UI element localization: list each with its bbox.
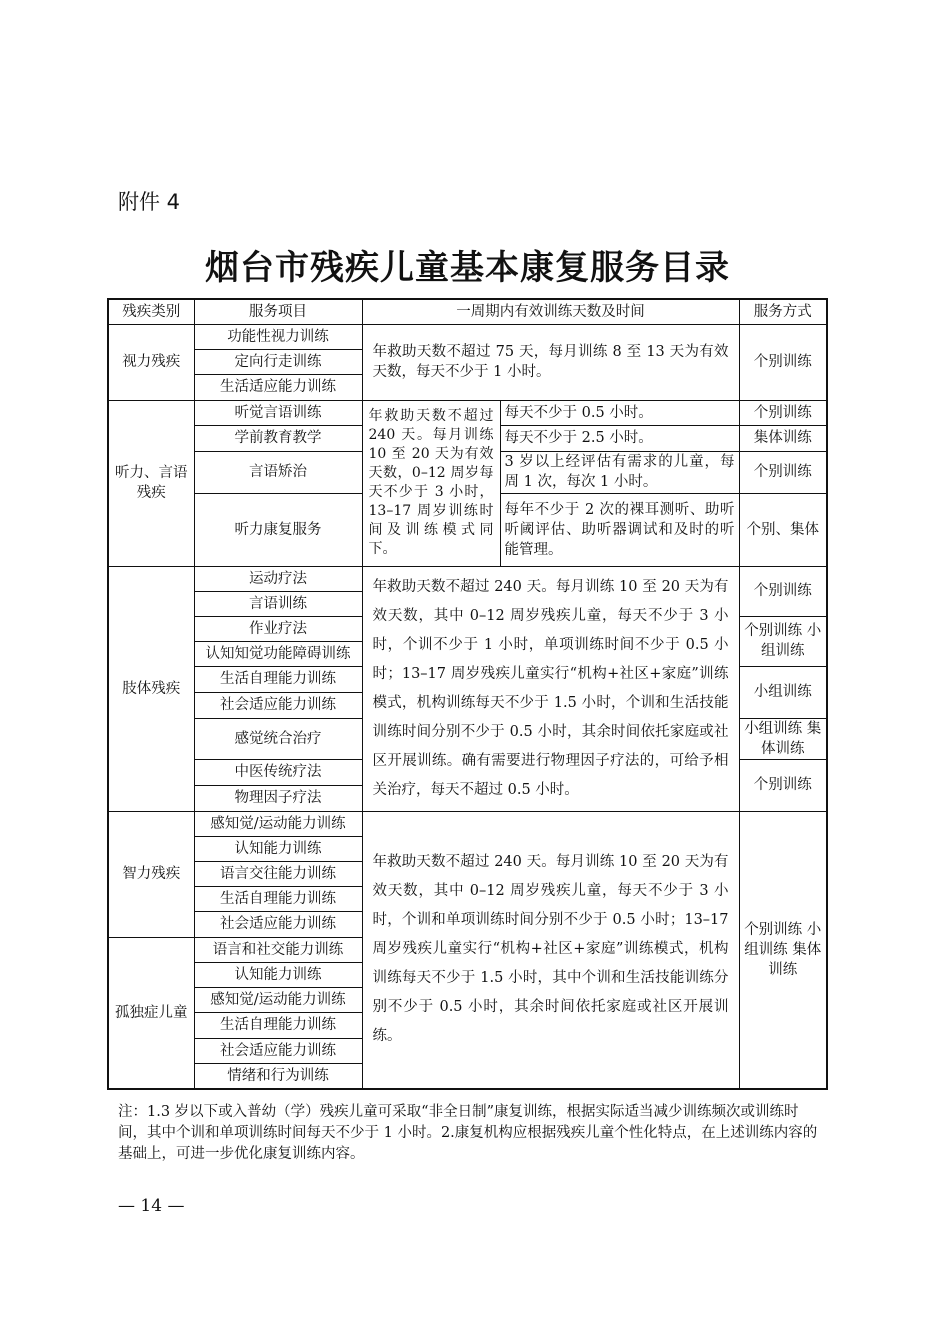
mode-hearing: 集体训练 xyxy=(739,425,827,451)
table-header-row xyxy=(108,299,827,324)
time-hearing: 每天不少于 0.5 小时。 xyxy=(500,400,739,425)
service-item: 听觉言语训练 xyxy=(194,400,362,425)
service-item: 生活适应能力训练 xyxy=(194,374,362,400)
time-hearing-shared: 年救助天数不超过 240 天。每月训练 10 至 20 天为有效天数，0–12 周岁每天不少于 3 小时，13–17 周岁训练时间及训练模式同下。 xyxy=(362,400,500,566)
mode-limb: 个别训练 xyxy=(739,566,827,616)
category-vision: 视力残疾 xyxy=(108,324,194,400)
page-title: 烟台市残疾儿童基本康复服务目录 xyxy=(205,248,730,288)
service-item: 生活自理能力训练 xyxy=(194,666,362,692)
service-item: 认知能力训练 xyxy=(194,962,362,987)
category-autism: 孤独症儿童 xyxy=(108,937,194,1089)
service-item: 感觉统合治疗 xyxy=(194,718,362,759)
service-item: 物理因子疗法 xyxy=(194,785,362,811)
mode-limb: 个别训练 xyxy=(739,759,827,811)
mode-vision: 个别训练 xyxy=(739,324,827,400)
time-intellectual-autism: 年救助天数不超过 240 天。每月训练 10 至 20 天为有效天数，其中 0–12 周岁残疾儿童，每天不少于 3 小时，个训和单项训练时间分别不少于 0.5 小时；13–17 周岁残疾儿童实行“机构+社区+家庭”训练模式，机构训练每天不少于 1.5 小时，其中个训和生活技能训练分别不少于 0.5 小时，其余时间依托家庭或社区开展训练。 xyxy=(362,811,739,1089)
attachment-label: 附件 4 xyxy=(118,190,181,214)
service-item: 生活自理能力训练 xyxy=(194,1012,362,1038)
service-item: 定向行走训练 xyxy=(194,349,362,374)
mode-limb: 小组训练 集体训练 xyxy=(739,718,827,759)
service-item: 听力康复服务 xyxy=(194,493,362,566)
time-hearing: 3 岁以上经评估有需求的儿童，每周 1 次，每次 1 小时。 xyxy=(500,451,739,493)
service-item: 语言和社交能力训练 xyxy=(194,937,362,962)
service-item: 社会适应能力训练 xyxy=(194,692,362,718)
time-hearing: 每天不少于 2.5 小时。 xyxy=(500,425,739,451)
service-item: 社会适应能力训练 xyxy=(194,1038,362,1063)
service-item: 言语矫治 xyxy=(194,451,362,493)
service-item: 言语训练 xyxy=(194,591,362,616)
service-item: 认知知觉功能障碍训练 xyxy=(194,641,362,666)
service-item: 中医传统疗法 xyxy=(194,759,362,785)
service-item: 感知觉/运动能力训练 xyxy=(194,987,362,1012)
header-item: 服务项目 xyxy=(194,299,362,324)
service-item: 作业疗法 xyxy=(194,616,362,641)
category-hearing: 听力、言语残疾 xyxy=(108,400,194,566)
page-number: — 14 — xyxy=(118,1196,185,1216)
category-limb: 肢体残疾 xyxy=(108,566,194,811)
category-intellectual: 智力残疾 xyxy=(108,811,194,937)
mode-hearing: 个别、集体 xyxy=(739,493,827,566)
service-item: 学前教育教学 xyxy=(194,425,362,451)
header-time: 一周期内有效训练天数及时间 xyxy=(362,299,739,324)
time-hearing: 每年不少于 2 次的裸耳测听、助听听阈评估、助听器调试和及时的听能管理。 xyxy=(500,493,739,566)
service-item: 生活自理能力训练 xyxy=(194,886,362,911)
mode-hearing: 个别训练 xyxy=(739,451,827,493)
time-limb: 年救助天数不超过 240 天。每月训练 10 至 20 天为有效天数，其中 0–12 周岁残疾儿童，每天不少于 3 小时，个训不少于 1 小时，单项训练时间不少于 0.5 小时；13–17 周岁残疾儿童实行“机构+社区+家庭”训练模式，机构训练每天不少于 1.5 小时，个训和生活技能训练时间分别不少于 0.5 小时，其余时间依托家庭或社区开展训练。确有需要进行物理因子疗法的，可给予相关治疗，每天不超过 0.5 小时。 xyxy=(362,566,739,811)
mode-intellectual-autism: 个别训练 小组训练 集体训练 xyxy=(739,811,827,1089)
time-vision: 年救助天数不超过 75 天，每月训练 8 至 13 天为有效天数，每天不少于 1 小时。 xyxy=(362,324,739,400)
service-catalog-table xyxy=(107,298,828,1090)
service-item: 语言交往能力训练 xyxy=(194,861,362,886)
mode-hearing: 个别训练 xyxy=(739,400,827,425)
service-item: 认知能力训练 xyxy=(194,836,362,861)
service-item: 运动疗法 xyxy=(194,566,362,591)
table-note: 注：1.3 岁以下或入普幼（学）残疾儿童可采取“非全日制”康复训练，根据实际适当减少训练频次或训练时间，其中个训和单项训练时间每天不少于 1 小时。2.康复机构应根据残疾儿童个性化特点，在上述训练内容的基础上，可进一步优化康复训练内容。 xyxy=(118,1104,818,1162)
mode-limb: 小组训练 xyxy=(739,666,827,718)
mode-limb: 个别训练 小组训练 xyxy=(739,616,827,666)
header-category: 残疾类别 xyxy=(108,299,194,324)
service-item: 社会适应能力训练 xyxy=(194,911,362,937)
header-mode: 服务方式 xyxy=(739,299,827,324)
service-item: 感知觉/运动能力训练 xyxy=(194,811,362,836)
service-item: 功能性视力训练 xyxy=(194,324,362,349)
service-item: 情绪和行为训练 xyxy=(194,1063,362,1089)
